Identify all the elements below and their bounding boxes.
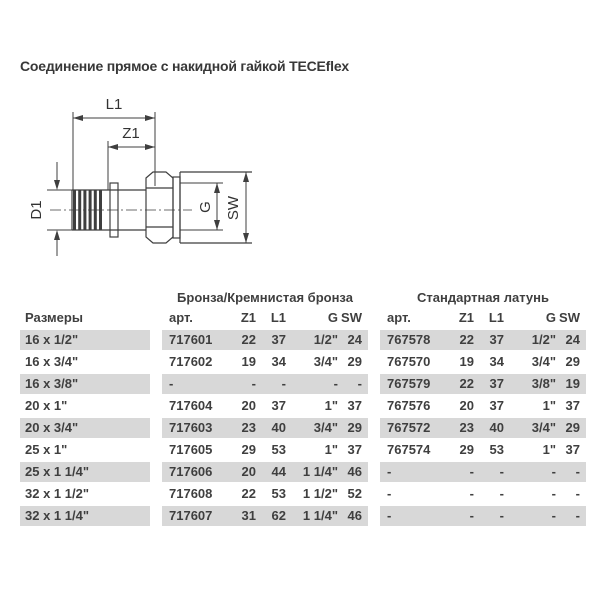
art-cell: 717604 (169, 398, 213, 413)
sw-cell: - (575, 464, 580, 479)
group-header-bronze: Бронза/Кремнистая бронза (177, 290, 353, 305)
z1-cell: 19 (459, 354, 474, 369)
sw-cell: - (575, 508, 580, 523)
z1-cell: - (251, 376, 256, 391)
group-header-spacer (20, 289, 150, 306)
l1-cell: 34 (489, 354, 504, 369)
sw-cell: 29 (347, 420, 362, 435)
g-cell: - (551, 508, 556, 523)
brass-cells (380, 462, 586, 482)
l1-cell: 37 (489, 398, 504, 413)
z1-cell: - (469, 486, 474, 501)
table-row (20, 396, 590, 416)
brass-cells (380, 352, 586, 372)
brass-cells (380, 396, 586, 416)
size-cell: 32 x 1 1/2" (25, 486, 89, 501)
column-headers-brass (380, 308, 586, 327)
bronze-cells (162, 484, 368, 504)
table-row (20, 330, 590, 350)
art-cell: 767572 (387, 420, 431, 435)
dim-label-l1: L1 (105, 96, 123, 113)
sw-cell: - (357, 376, 362, 391)
l1-ext-lines (73, 112, 155, 190)
l1-cell: 53 (489, 442, 504, 457)
brass-cells (380, 330, 586, 350)
col-sw: SW (559, 310, 580, 325)
g-cell: 3/4" (313, 354, 338, 369)
brass-cells (380, 506, 586, 526)
art-cell: - (169, 376, 174, 391)
bronze-cells (162, 374, 368, 394)
art-cell: 717601 (169, 332, 213, 347)
sw-cell: 52 (347, 486, 362, 501)
z1-cell: - (469, 464, 474, 479)
g-cell: - (333, 376, 338, 391)
table-row (20, 462, 590, 482)
bronze-cells (162, 352, 368, 372)
table-row (20, 418, 590, 438)
z1-cell: 20 (241, 398, 256, 413)
art-cell: 717605 (169, 442, 213, 457)
g-cell: 1 1/4" (302, 508, 338, 523)
l1-cell: 44 (271, 464, 286, 479)
art-cell: 767578 (387, 332, 431, 347)
technical-drawing (20, 88, 265, 278)
size-cell: 16 x 3/8" (20, 374, 150, 394)
g-cell: 3/4" (531, 354, 556, 369)
size-cell: 20 x 1" (25, 398, 68, 413)
size-cell: 32 x 1 1/4" (20, 506, 150, 526)
z1-cell: 23 (459, 420, 474, 435)
sw-cell: 37 (565, 442, 580, 457)
l1-cell: 40 (271, 420, 286, 435)
table-row (20, 440, 590, 460)
col-l1: L1 (270, 310, 286, 325)
z1-cell: 22 (459, 376, 474, 391)
dimension-arrowheads (54, 115, 249, 243)
union-nut (146, 172, 173, 243)
l1-cell: 40 (489, 420, 504, 435)
brass-cells (380, 418, 586, 438)
brass-cells (380, 374, 586, 394)
bronze-cells (162, 440, 368, 460)
g-cell: 1" (542, 398, 556, 413)
sw-cell: - (575, 486, 580, 501)
art-cell: 767579 (387, 376, 431, 391)
l1-cell: - (499, 464, 504, 479)
g-cell: 1" (324, 442, 338, 457)
l1-cell: 37 (271, 398, 286, 413)
sw-cell: 24 (347, 332, 362, 347)
z1-cell: 20 (241, 464, 256, 479)
col-g: G (327, 310, 338, 325)
sw-cell: 19 (565, 376, 580, 391)
nut-facet-lines (146, 188, 173, 227)
col-z1: Z1 (458, 310, 474, 325)
dim-label-d1: D1 (28, 200, 45, 220)
g-cell: 1/2" (531, 332, 556, 347)
l1-cell: - (499, 508, 504, 523)
size-cell: 16 x 3/4" (25, 354, 79, 369)
z1-cell: 23 (241, 420, 256, 435)
table-row (20, 506, 590, 526)
z1-cell: 22 (459, 332, 474, 347)
g-cell: 3/4" (313, 420, 338, 435)
column-header-sizes: Размеры (25, 310, 83, 325)
g-cell: 1" (324, 398, 338, 413)
table-row (20, 484, 590, 504)
bronze-cells (162, 330, 368, 350)
sw-cell: 29 (565, 354, 580, 369)
size-cell: 25 x 1" (25, 442, 68, 457)
art-cell: - (387, 508, 392, 523)
g-cell: - (551, 486, 556, 501)
art-cell: 767570 (387, 354, 431, 369)
z1-cell: 31 (241, 508, 256, 523)
col-sw: SW (341, 310, 362, 325)
size-cell: 25 x 1 1/4" (20, 462, 150, 482)
size-cell: 16 x 1/2" (20, 330, 150, 350)
col-l1: L1 (488, 310, 504, 325)
z1-cell: 29 (459, 442, 474, 457)
art-cell: 717607 (169, 508, 213, 523)
z1-cell: 19 (241, 354, 256, 369)
art-cell: 717606 (169, 464, 213, 479)
art-cell: 717602 (169, 354, 213, 369)
size-cell: 20 x 3/4" (20, 418, 150, 438)
sw-cell: 46 (347, 508, 362, 523)
dim-label-sw: SW (225, 195, 242, 221)
l1-cell: 37 (271, 332, 286, 347)
group-header-brass: Стандартная латунь (417, 290, 549, 305)
art-cell: - (387, 486, 392, 501)
z1-cell: - (469, 508, 474, 523)
sw-cell: 46 (347, 464, 362, 479)
l1-cell: 34 (271, 354, 286, 369)
l1-cell: - (499, 486, 504, 501)
art-cell: 767576 (387, 398, 431, 413)
art-cell: 717603 (169, 420, 213, 435)
page-title: Соединение прямое с накидной гайкой TECEflex (20, 58, 349, 74)
g-cell: 1 1/4" (302, 464, 338, 479)
z1-cell: 22 (241, 486, 256, 501)
bronze-cells (162, 462, 368, 482)
g-cell: 1/2" (313, 332, 338, 347)
column-headers-bronze (162, 308, 368, 327)
table-row (20, 374, 590, 394)
sw-cell: 29 (565, 420, 580, 435)
ribbed-section (75, 190, 101, 230)
dim-label-g: G (197, 201, 214, 213)
col-art: арт. (387, 310, 411, 325)
bronze-cells (162, 506, 368, 526)
brass-cells (380, 440, 586, 460)
l1-cell: 37 (489, 332, 504, 347)
l1-cell: 53 (271, 442, 286, 457)
column-header-row (20, 308, 590, 327)
bronze-cells (162, 396, 368, 416)
z1-cell: 29 (241, 442, 256, 457)
z1-cell: 22 (241, 332, 256, 347)
bronze-cells (162, 418, 368, 438)
g-cell: 3/4" (531, 420, 556, 435)
sw-cell: 37 (565, 398, 580, 413)
g-cell: 3/8" (531, 376, 556, 391)
group-header-row (20, 289, 590, 306)
col-z1: Z1 (240, 310, 256, 325)
g-cell: - (551, 464, 556, 479)
sw-cell: 29 (347, 354, 362, 369)
l1-cell: 53 (271, 486, 286, 501)
fitting-diagram (20, 88, 265, 278)
sw-cell: 37 (347, 442, 362, 457)
col-art: арт. (169, 310, 193, 325)
l1-cell: 37 (489, 376, 504, 391)
col-g: G (545, 310, 556, 325)
product-table (20, 289, 590, 528)
table-row (20, 352, 590, 372)
art-cell: 767574 (387, 442, 431, 457)
l1-cell: 62 (271, 508, 286, 523)
art-cell: 717608 (169, 486, 213, 501)
g-cell: 1" (542, 442, 556, 457)
g-cell: 1 1/2" (302, 486, 338, 501)
sw-cell: 24 (565, 332, 580, 347)
sw-cell: 37 (347, 398, 362, 413)
brass-cells (380, 484, 586, 504)
end-band (173, 177, 180, 238)
art-cell: - (387, 464, 392, 479)
dim-label-z1: Z1 (122, 125, 140, 142)
l1-cell: - (281, 376, 286, 391)
z1-cell: 20 (459, 398, 474, 413)
